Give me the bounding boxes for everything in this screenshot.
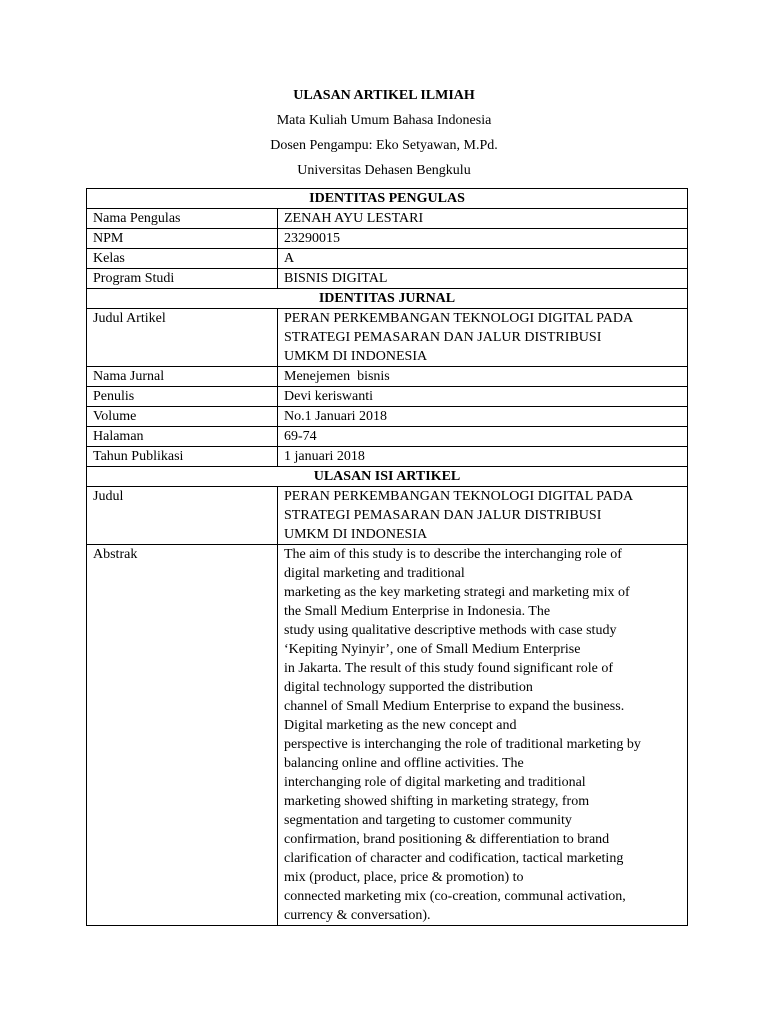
section-header-row [87,467,688,487]
abstract-line: clarification of character and codification, tactical marketing [284,851,624,866]
abstract-line: the Small Medium Enterprise in Indonesia. The [284,604,551,619]
table-row [87,229,688,249]
abstract-line: study using qualitative descriptive methods with case study [284,623,617,638]
row-label: Volume [87,407,278,427]
row-label: Program Studi [87,269,278,289]
abstract-line: connected marketing mix (co-creation, communal activation, [284,889,626,904]
document-title: ULASAN ARTIKEL ILMIAH [293,88,475,103]
row-label: Halaman [87,427,278,447]
text-line: UMKM DI INDONESIA [284,349,428,364]
text-line: STRATEGI PEMASARAN DAN JALUR DISTRIBUSI [284,508,602,523]
section-heading-content: ULASAN ISI ARTIKEL [87,467,688,487]
review-table [86,188,688,926]
abstract-line: digital marketing and traditional [284,566,465,581]
abstract-line: currency & conversation). [284,908,431,923]
table-row [87,209,688,229]
abstract-line: marketing showed shifting in marketing strategy, from [284,794,590,809]
row-value: 1 januari 2018 [278,447,688,467]
text-line: UMKM DI INDONESIA [284,527,428,542]
row-label: NPM [87,229,278,249]
table-row [87,427,688,447]
row-label: Penulis [87,387,278,407]
text-line: STRATEGI PEMASARAN DAN JALUR DISTRIBUSI [284,330,602,345]
abstract-line: perspective is interchanging the role of traditional marketing by [284,737,641,752]
table-row [87,387,688,407]
abstract-value [278,545,688,926]
abstract-line: interchanging role of digital marketing and traditional [284,775,586,790]
content-title-value [278,487,688,545]
row-value: No.1 Januari 2018 [278,407,688,427]
row-value: A [278,249,688,269]
text-line: PERAN PERKEMBANGAN TEKNOLOGI DIGITAL PADA [284,489,634,504]
table-row [87,407,688,427]
course-name: Mata Kuliah Umum Bahasa Indonesia [276,113,492,128]
row-label: Judul [87,487,278,545]
row-label: Tahun Publikasi [87,447,278,467]
table-row [87,545,688,926]
abstract-line: balancing online and offline activities. The [284,756,524,771]
abstract-line: in Jakarta. The result of this study found significant role of [284,661,614,676]
row-label: Judul Artikel [87,309,278,367]
lecturer-name: Dosen Pengampu: Eko Setyawan, M.Pd. [270,138,498,153]
row-label: Kelas [87,249,278,269]
table-row [87,367,688,387]
row-value: Menejemen bisnis [278,367,688,387]
section-heading-journal: IDENTITAS JURNAL [87,289,688,309]
row-label: Abstrak [87,545,278,926]
row-value: 69-74 [278,427,688,447]
table-row [87,309,688,367]
article-title-value [278,309,688,367]
abstract-line: channel of Small Medium Enterprise to expand the business. [284,699,625,714]
row-label: Nama Jurnal [87,367,278,387]
abstract-line: The aim of this study is to describe the interchanging role of [284,547,622,562]
table-row [87,249,688,269]
abstract-line: Digital marketing as the new concept and [284,718,517,733]
row-value: BISNIS DIGITAL [278,269,688,289]
abstract-line: marketing as the key marketing strategi and marketing mix of [284,585,630,600]
row-value: ZENAH AYU LESTARI [278,209,688,229]
row-value: Devi keriswanti [278,387,688,407]
abstract-line: digital technology supported the distribution [284,680,533,695]
abstract-line: segmentation and targeting to customer community [284,813,572,828]
university-name: Universitas Dehasen Bengkulu [297,163,471,178]
document-header [0,86,768,186]
table-row [87,487,688,545]
section-header-row [87,289,688,309]
row-value: 23290015 [278,229,688,249]
abstract-line: confirmation, brand positioning & differentiation to brand [284,832,610,847]
row-label: Nama Pengulas [87,209,278,229]
text-line: PERAN PERKEMBANGAN TEKNOLOGI DIGITAL PADA [284,311,634,326]
table-row [87,269,688,289]
table-row [87,447,688,467]
abstract-line: ‘Kepiting Nyinyir’, one of Small Medium Enterprise [284,642,581,657]
section-header-row [87,189,688,209]
abstract-line: mix (product, place, price & promotion) to [284,870,524,885]
section-heading-reviewer: IDENTITAS PENGULAS [87,189,688,209]
